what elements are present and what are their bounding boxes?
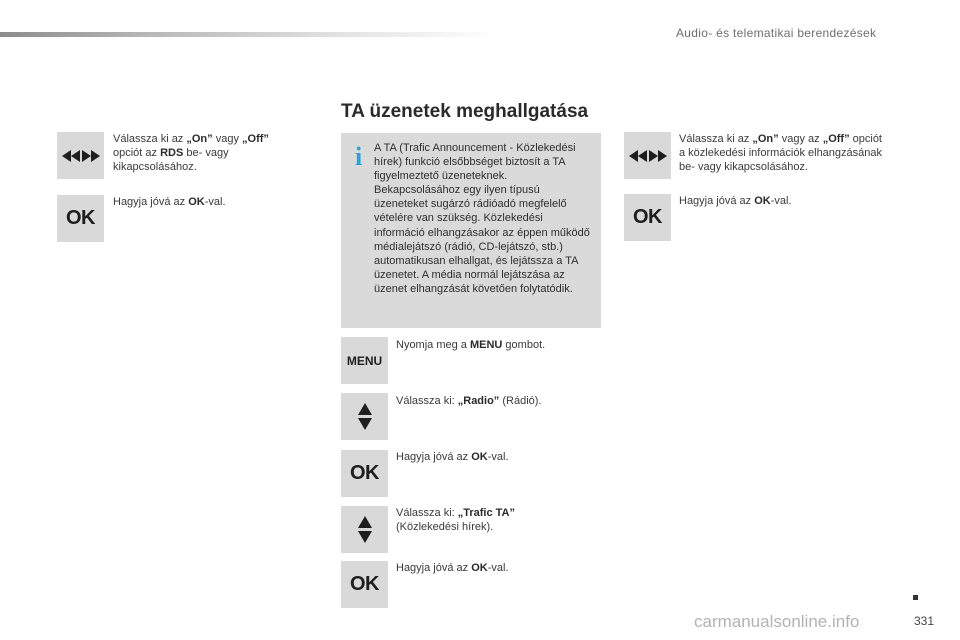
watermark: carmanualsonline.info — [694, 612, 860, 631]
seek-back-icon — [62, 150, 80, 162]
seek-buttons-key — [624, 132, 671, 179]
center-step-3-text: Hagyja jóvá az OK-val. — [396, 451, 509, 463]
arrow-up-icon — [358, 403, 372, 415]
center-step-5-text: Hagyja jóvá az OK-val. — [396, 562, 509, 574]
arrow-down-icon — [358, 418, 372, 430]
up-down-key-icon — [341, 506, 388, 553]
menu-key-icon: MENU — [341, 337, 388, 384]
section-title: Audio- és telematikai berendezések — [676, 26, 877, 40]
seek-forward-icon — [649, 150, 667, 162]
ok-key-icon: OK — [624, 194, 671, 241]
right-step-1-text: Válassza ki az „On” vagy az „Off” opciót a közlekedési információk elhangzásának be- vagy kikapcsolásához. — [679, 133, 883, 173]
ok-key-icon: OK — [341, 450, 388, 497]
right-step-2-text: Hagyja jóvá az OK-val. — [679, 195, 792, 207]
info-box — [341, 133, 601, 328]
info-box-text: A TA (Trafic Announcement - Közlekedési hírek) funkció elsőbbséget biztosít a TA figyelmeztető üzeneteknek. Bekapcsolásához egy ilyen típusú üzeneteket sugárzó rádióadó megfelelő vételére van szükség. Közlekedési információ elhangzásakor az éppen működő médialejátszó (rádió, CD-lejátszó, stb.) automatikusan elhallgat, és lejátssza a TA üzenetet. A média normál lejátszása az üzenet elhangzását követően folytatódik. — [374, 142, 590, 295]
left-step-1-text: Válassza ki az „On” vagy „Off” opciót az RDS be- vagy kikapcsolásához. — [113, 133, 269, 173]
center-step-1-text: Nyomja meg a MENU gombot. — [396, 339, 546, 351]
header-gradient-bar — [0, 32, 500, 37]
ok-key-icon: OK — [341, 561, 388, 608]
info-icon: i — [355, 142, 363, 171]
arrow-up-icon — [358, 516, 372, 528]
seek-buttons-key — [57, 132, 104, 179]
ok-key-icon: OK — [57, 195, 104, 242]
center-step-4-text: Válassza ki: „Trafic TA” (Közlekedési hírek). — [396, 507, 516, 533]
seek-back-icon — [629, 150, 647, 162]
seek-forward-icon — [82, 150, 100, 162]
arrow-down-icon — [358, 531, 372, 543]
center-step-2-text: Válassza ki: „Radio” (Rádió). — [396, 395, 542, 407]
left-step-2-text: Hagyja jóvá az OK-val. — [113, 196, 226, 208]
footer-marker — [913, 595, 918, 600]
page-title: TA üzenetek meghallgatása — [341, 101, 589, 122]
page-number: 331 — [914, 614, 935, 628]
up-down-key-icon — [341, 393, 388, 440]
